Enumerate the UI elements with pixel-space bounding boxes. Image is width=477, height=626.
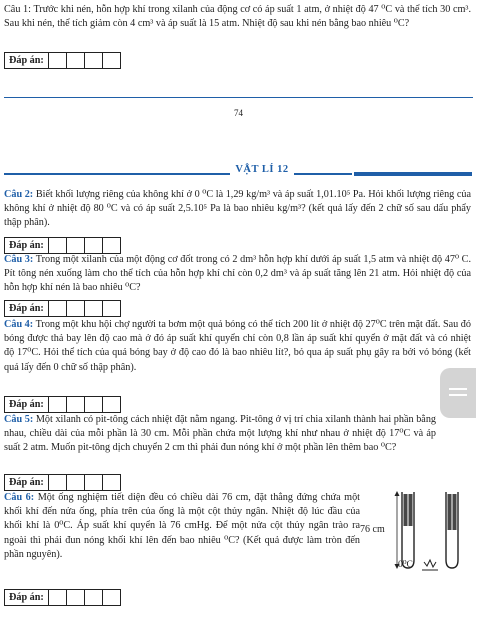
answer-cell[interactable]	[67, 475, 85, 490]
question-5-label: Câu 5:	[4, 414, 34, 425]
answer-cell[interactable]	[85, 301, 103, 316]
answer-cell[interactable]	[67, 397, 85, 412]
answer-cell[interactable]	[103, 475, 120, 490]
answer-cell[interactable]	[103, 590, 120, 605]
question-3	[4, 253, 471, 296]
page-number: 74	[234, 108, 243, 118]
answer-cell[interactable]	[49, 475, 67, 490]
question-6-label: Câu 6:	[4, 492, 35, 503]
answer-box-6[interactable]	[4, 589, 121, 606]
question-1-text: Câu 1: Trước khi nén, hỗn hợp khí trong xilanh của động cơ có áp suất 1 atm, ở nhiệt độ 47 ⁰C và thể tích 30 cm³. Sau khi nén, thể tích giảm còn 4 cm³ và áp suất là 15 atm. Nhiệt độ sau khi nén bằng bao nhiêu ⁰C?	[4, 4, 471, 30]
answer-label: Đáp án:	[5, 53, 49, 68]
answer-cell[interactable]	[103, 397, 120, 412]
temperature-label: 0⁰C	[398, 560, 413, 570]
answer-label: Đáp án:	[5, 475, 49, 490]
answer-cell[interactable]	[49, 53, 67, 68]
answer-cell[interactable]	[67, 53, 85, 68]
question-2-label: Câu 2:	[4, 189, 34, 200]
answer-cell[interactable]	[85, 238, 103, 253]
answer-cell[interactable]	[103, 301, 120, 316]
answer-label: Đáp án:	[5, 590, 49, 605]
answer-box-3[interactable]	[4, 300, 121, 317]
answer-label: Đáp án:	[5, 301, 49, 316]
page-header-title: VẬT LÍ 12	[235, 164, 289, 175]
answer-box-1[interactable]	[4, 52, 121, 69]
answer-cell[interactable]	[49, 590, 67, 605]
right-tube	[446, 492, 458, 568]
question-4-label: Câu 4:	[4, 319, 34, 330]
side-scroll-handle[interactable]	[440, 368, 476, 418]
question-4	[4, 318, 471, 375]
answer-cell[interactable]	[85, 397, 103, 412]
answer-cell[interactable]	[85, 475, 103, 490]
answer-cell[interactable]	[103, 53, 120, 68]
answer-cell[interactable]	[67, 238, 85, 253]
answer-cell[interactable]	[103, 238, 120, 253]
left-tube	[402, 492, 414, 568]
answer-cell[interactable]	[67, 301, 85, 316]
answer-cell[interactable]	[85, 53, 103, 68]
page-header-rule-right	[294, 173, 352, 175]
answer-box-4[interactable]	[4, 396, 121, 413]
question-3-text: Trong một xilanh của một động cơ đốt trong có 2 dm³ hỗn hợp khí dưới áp suất 1,5 atm và nhiệt độ 47⁰ C. Pít tông nén xuống làm cho thể tích của hỗn hợp khí chỉ còn 0,2 dm³ và áp suất tăng lên 21 atm. Hỏi nhiệt độ của hỗn hợp khí nén là bao nhiêu ⁰C?	[4, 254, 472, 294]
answer-label: Đáp án:	[5, 238, 49, 253]
answer-box-5[interactable]	[4, 474, 121, 491]
question-6	[4, 491, 360, 562]
answer-box-2[interactable]	[4, 237, 121, 254]
handle-grip-line	[449, 388, 467, 390]
question-5-text: Một xilanh có pit-tông cách nhiệt đặt nằm ngang. Pit-tông ở vị trí chia xilanh thành hai phần bằng nhau, chiều dài của mỗi phần là 30 cm. Mỗi phần chứa một lượng khí như nhau ở nhiệt độ 17⁰C và áp suất 2 atm. Muốn pit-tông dịch chuyển 2 cm thì phải đun nóng khí ở một phần lên thêm bao ⁰C?	[4, 414, 437, 454]
page-header-rule-left	[4, 173, 230, 175]
answer-cell[interactable]	[49, 301, 67, 316]
question-6-text: Một ống nghiệm tiết diện đều có chiều dài 76 cm, đặt thẳng đứng chứa một khối khí đến nửa ống, phía trên của ống là một cột thủy ngân. Nhiệt độ lúc đầu của khối khí là 0⁰C. Áp suất khí quyển là 76 cmHg. Để một nửa cột thủy ngân trào ra ngoài thì phải đun nóng khối khí lên đến bao nhiêu ⁰C? (Kết quả được làm tròn đến phần nguyên).	[4, 492, 361, 560]
answer-cell[interactable]	[49, 397, 67, 412]
ice-symbol-icon	[422, 560, 438, 570]
handle-grip-line	[449, 394, 467, 396]
question-4-text: Trong một khu hội chợ người ta bơm một quả bóng có thể tích 200 lít ở nhiệt độ 27⁰C trên mặt đất. Sau đó bóng được thả bay lên độ cao mà ở đó áp suất khí quyển chỉ còn 0,8 lần áp suất khí quyển ở mặt đất và có nhiệt độ 17⁰C. Hỏi thể tích của quả bóng bay ở độ cao đó là bao nhiêu lít?, bỏ qua áp suất phụ gây ra bởi vỏ bóng (kết quả lấy đến 0 chữ số thập phân).	[4, 319, 471, 373]
question-3-label: Câu 3:	[4, 254, 34, 265]
test-tube-figure	[360, 490, 474, 580]
answer-cell[interactable]	[49, 238, 67, 253]
page-footer-rule	[4, 97, 473, 98]
answer-label: Đáp án:	[5, 397, 49, 412]
tube-length-label: 76 cm	[360, 524, 385, 535]
question-2-text: Biết khối lượng riêng của không khí ở 0 ⁰C là 1,29 kg/m³ và áp suất 1,01.10⁵ Pa. Hỏi khối lượng riêng của không khí ở nhiệt độ 80 ⁰C và có áp suất 2,5.10⁵ Pa là bao nhiêu kg/m³? (kết quả lấy đến 2 chữ số sau dấu phẩy thập phân).	[4, 189, 471, 229]
question-5	[4, 413, 436, 456]
page-header-bar	[354, 172, 472, 176]
question-2	[4, 188, 471, 231]
answer-cell[interactable]	[85, 590, 103, 605]
answer-cell[interactable]	[67, 590, 85, 605]
